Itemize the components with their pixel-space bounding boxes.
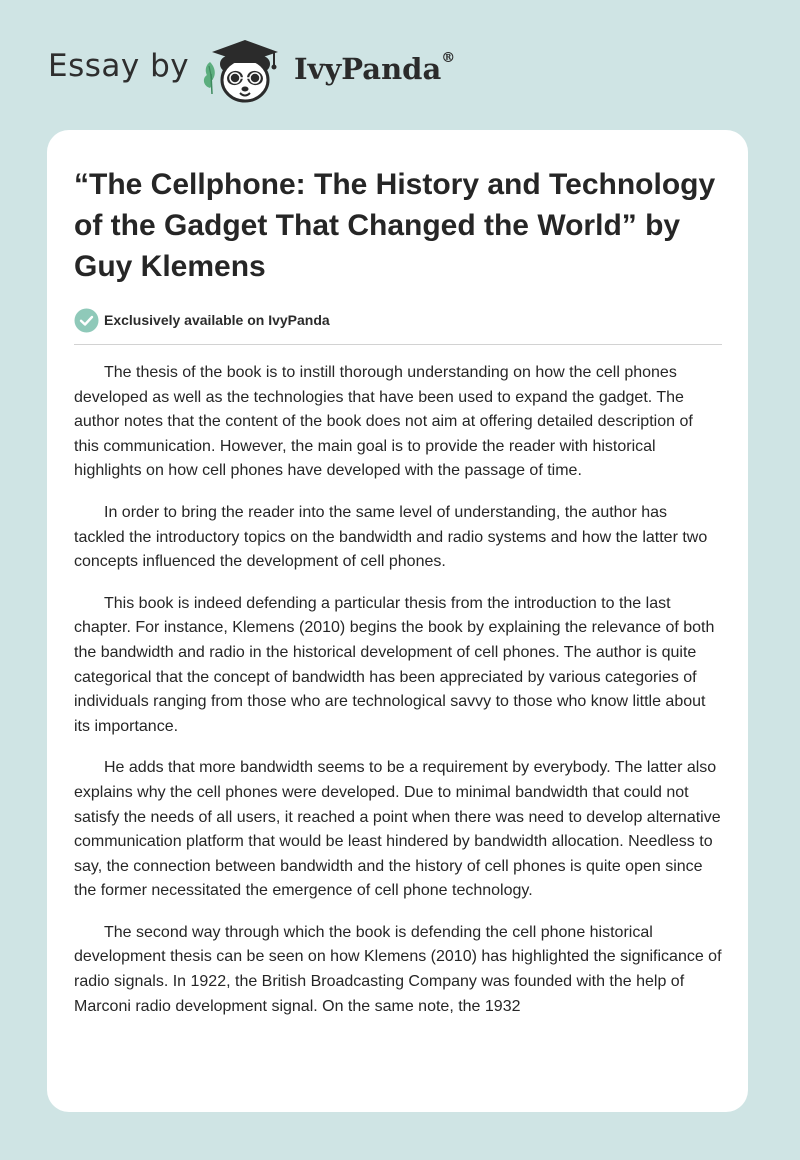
paragraph: In order to bring the reader into the same level of understanding, the author has tackled the introductory topics on the bandwidth and radio systems and how the latter two concepts influenced the development of cell phones. bbox=[74, 503, 708, 571]
panda-logo-icon[interactable] bbox=[200, 36, 290, 108]
registered-mark: ® bbox=[441, 50, 456, 66]
paragraph: This book is indeed defending a particular thesis from the introduction to the last chapter. For instance, Klemens (2010) begins the book by explaining the relevance of both the bandwidth and radio in the historical development of cell phones. The author is quite categorical that the concept of bandwidth has been appreciated by various categories of individuals ranging from those who are technological savvy to those who know little about its importance. bbox=[74, 594, 715, 735]
brand-label: IvyPanda bbox=[294, 52, 442, 86]
divider bbox=[74, 344, 722, 345]
brand-name[interactable] bbox=[294, 52, 455, 86]
exclusive-badge bbox=[74, 307, 722, 333]
page-title: “The Cellphone: The History and Technology of the Gadget That Changed the World” by Guy Klemens bbox=[74, 168, 716, 283]
essay-body bbox=[74, 361, 722, 1019]
paragraph: The second way through which the book is defending the cell phone historical development thesis can be seen on how Klemens (2010) has highlighted the significance of radio signals. In 1922, the British Broadcasting Company was founded with the help of Marconi radio development signal. On the same note, the 1932 bbox=[74, 923, 722, 1015]
essay-card bbox=[47, 130, 748, 1112]
essay-by-label: Essay by bbox=[48, 48, 190, 84]
site-header bbox=[0, 0, 800, 130]
paragraph: The thesis of the book is to instill thorough understanding on how the cell phones developed as well as the technologies that have been used to expand the gadget. The author notes that the content of the book does not aim at offering detailed description of this communication. However, the main goal is to provide the reader with historical highlights on how cell phones have developed with the passage of time. bbox=[74, 364, 693, 480]
check-circle-icon bbox=[74, 308, 99, 333]
paragraph: He adds that more bandwidth seems to be a requirement by everybody. The latter also explains why the cell phones were developed. Due to minimal bandwidth that could not satisfy the needs of all users, it reached a point when there was need to develop alternative communication platform that would be least hindered by bandwidth allocation. Needless to say, the connection between bandwidth and the history of cell phones is quite open since the former necessitated the emergence of cell phone technology. bbox=[74, 759, 721, 900]
exclusive-badge-label: Exclusively available on IvyPanda bbox=[104, 312, 330, 328]
